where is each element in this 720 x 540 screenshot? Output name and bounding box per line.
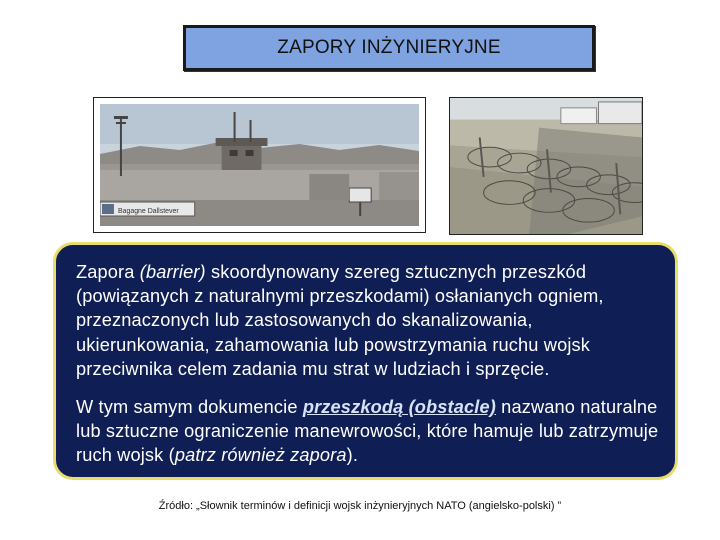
border-checkpoint-photo	[93, 97, 426, 233]
definition-panel	[53, 242, 678, 480]
see-also-note: patrz również zapora	[174, 445, 347, 466]
sign-text: Bagagne Dallstever	[117, 207, 179, 216]
checkpoint-illustration	[100, 104, 419, 226]
barrier-term: Zapora	[76, 262, 135, 282]
obstacle-definition	[76, 395, 665, 468]
obstacle-term: przeszkodą (obstacle)	[302, 397, 496, 418]
barrier-definition-text: skoordynowany szereg sztucznych przeszkód (powiązanych z naturalnymi przeszkodami) osłanianych ogniem, przeznaczonych lub zastosowanych do skanalizowania, ukierunkowania, zahamowania lub powstrzymania ruchu wojsk przeciwnika celem zadania mu strat w ludziach i sprzęcie.	[76, 262, 604, 379]
source-citation: Źródło: „Słownik terminów i definicji wojsk inżynieryjnych NATO (angielsko-polski) ”	[158, 500, 562, 512]
obstacle-intro: W tym samym dokumencie	[76, 397, 303, 418]
barrier-term-english: (barrier)	[139, 262, 206, 282]
barbed-wire-illustration	[450, 98, 642, 234]
obstacle-definition-text: nazwano naturalne lub sztuczne ograniczenie manewrowości, które hamuje lub zatrzymuje ruch wojsk (	[76, 397, 659, 466]
barrier-definition	[76, 260, 665, 381]
slide-title-text: ZAPORY INŻYNIERYJNE	[277, 37, 501, 58]
slide-title	[183, 25, 595, 71]
barbed-wire-photo	[449, 97, 643, 235]
obstacle-definition-end: ).	[346, 445, 359, 466]
